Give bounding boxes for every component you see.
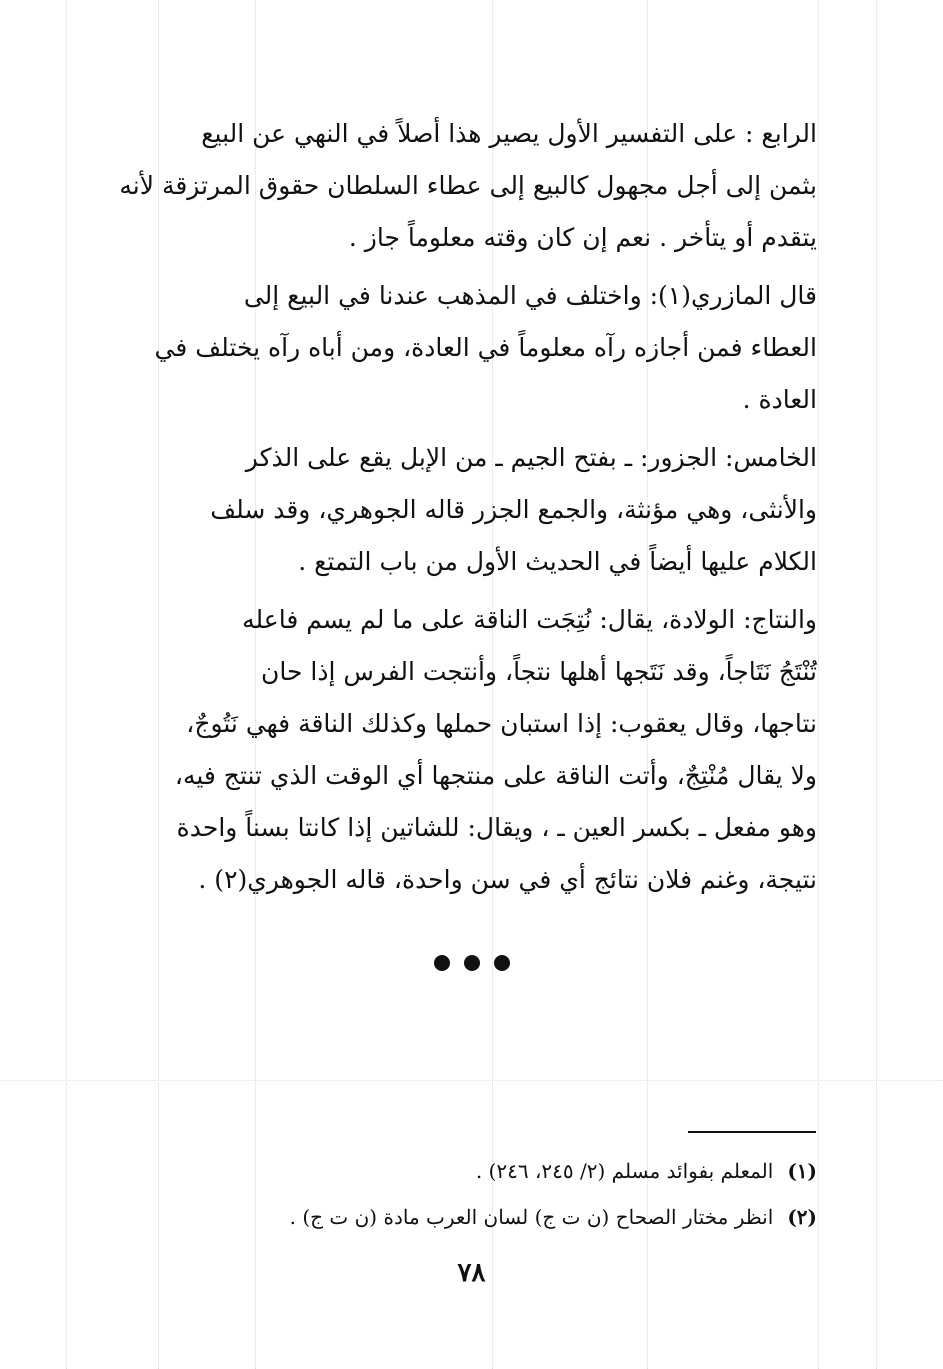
text-line: العطاء فمن أجازه رآه معلوماً في العادة، ومن أباه رآه يختلف في — [154, 333, 817, 362]
text-line: نتاجها، وقال يعقوب: إذا استبان حملها وكذلك الناقة فهي نَتُوجٌ، — [186, 709, 817, 738]
separator-dot-icon — [434, 955, 450, 971]
footnote-text: المعلم بفوائد مسلم (٢/ ٢٤٥، ٢٤٦) . — [475, 1159, 774, 1183]
section-separator — [0, 955, 943, 971]
paragraph-3 — [122, 432, 817, 588]
text-line: تُنْتَجُ نَتَاجاً، وقد نَتَجها أهلها نتجاً، وأنتجت الفرس إذا حان — [261, 657, 817, 686]
separator-dot-icon — [494, 955, 510, 971]
footnotes — [200, 1148, 817, 1240]
page-number: ٧٨ — [457, 1258, 486, 1288]
scan-guide-line — [66, 0, 67, 1369]
text-line: بثمن إلى أجل مجهول كالبيع إلى عطاء السلطان حقوق المرتزقة لأنه — [119, 171, 817, 200]
footnote-1 — [200, 1148, 817, 1194]
paragraph-2 — [122, 270, 817, 426]
footnote-text: انظر مختار الصحاح (ن ت ج) لسان العرب مادة (ن ت ج) . — [289, 1205, 774, 1229]
footnote-number: (١) — [787, 1159, 817, 1183]
scan-guide-line — [818, 0, 819, 1369]
text-line: الرابع : على التفسير الأول يصير هذا أصلاً في النهي عن البيع — [201, 119, 817, 148]
paragraph-1 — [119, 108, 817, 264]
paragraph-4 — [122, 594, 817, 906]
footnote-divider — [688, 1131, 816, 1133]
text-line: نتيجة، وغنم فلان نتائج أي في سن واحدة، قاله الجوهري(٢) . — [198, 865, 817, 894]
scan-guide-line — [0, 1080, 943, 1081]
footnote-number: (٢) — [787, 1205, 817, 1229]
text-line: وهو مفعل ـ بكسر العين ـ ، ويقال: للشاتين إذا كانتا بسناً واحدة — [176, 813, 817, 842]
text-line: والأنثى، وهي مؤنثة، والجمع الجزر قاله الجوهري، وقد سلف — [210, 495, 817, 524]
footnote-2 — [200, 1194, 817, 1240]
text-line: والنتاج: الولادة، يقال: نُتِجَت الناقة على ما لم يسم فاعله — [242, 605, 817, 634]
text-line: يتقدم أو يتأخر . نعم إن كان وقته معلوماً جاز . — [348, 223, 817, 252]
text-line: قال المازري(١): واختلف في المذهب عندنا في البيع إلى — [243, 281, 817, 310]
separator-dot-icon — [464, 955, 480, 971]
scan-guide-line — [876, 0, 877, 1369]
text-line: العادة . — [742, 385, 817, 414]
text-line: ولا يقال مُنْتِجٌ، وأتت الناقة على منتجها أي الوقت الذي تنتج فيه، — [174, 761, 817, 790]
text-line: الكلام عليها أيضاً في الحديث الأول من باب التمتع . — [298, 547, 817, 576]
text-line: الخامس: الجزور: ـ بفتح الجيم ـ من الإبل يقع على الذكر — [245, 443, 817, 472]
